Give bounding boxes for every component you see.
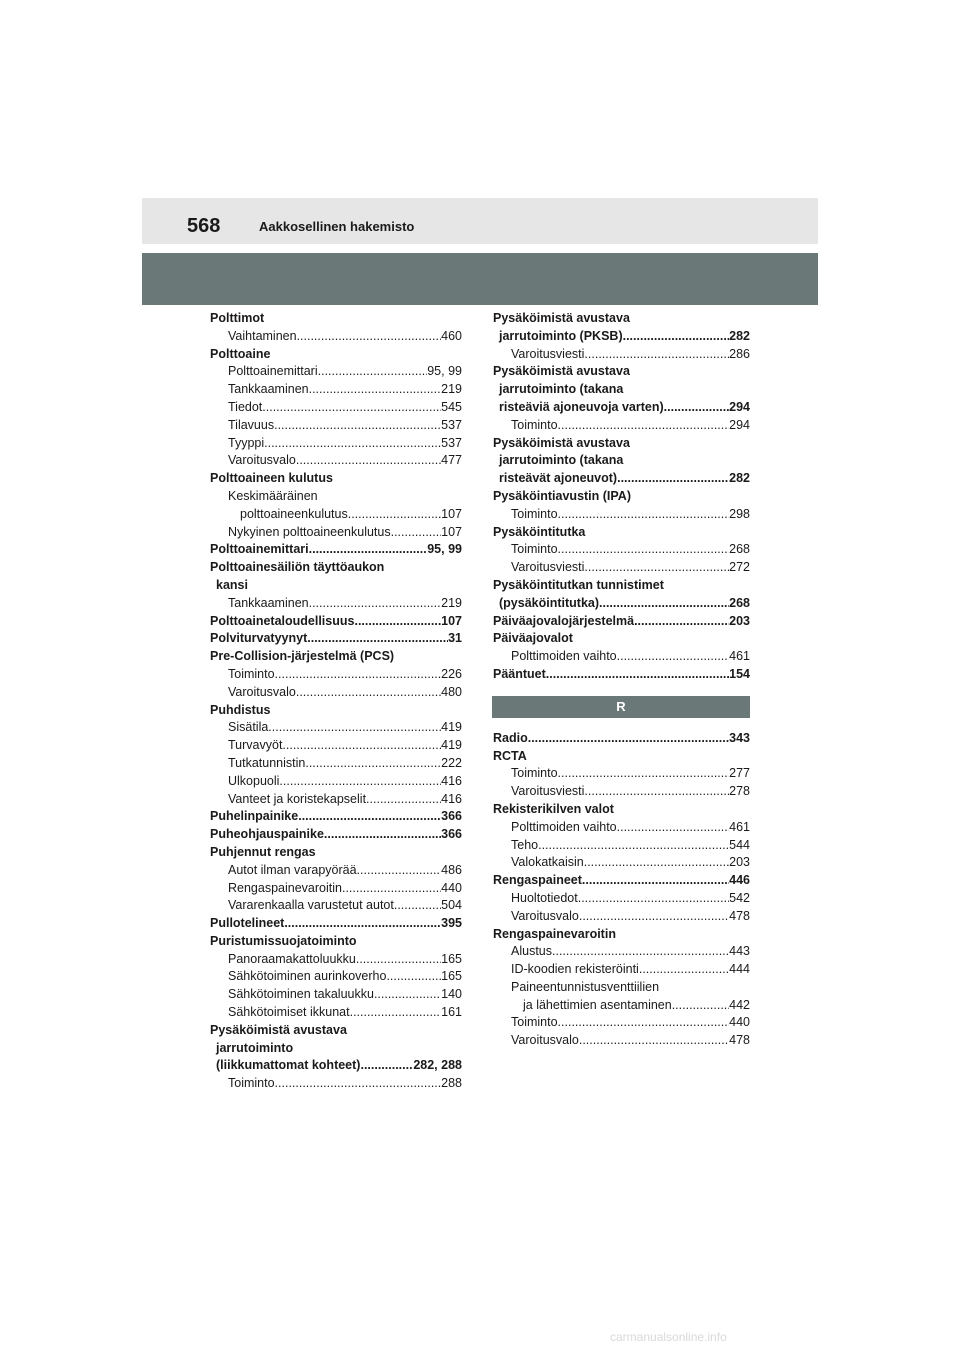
dot-leader [284,915,441,933]
entry-text: Pullotelineet [210,916,285,931]
index-subentry [210,862,462,880]
page-reference: 444 [729,962,750,977]
dot-leader [584,559,729,577]
page-reference: 440 [441,880,462,895]
index-subentry [210,524,462,542]
page-reference: 165 [441,969,462,984]
index-heading [210,1040,462,1058]
index-subentry [493,997,750,1015]
page-reference: 478 [729,908,750,923]
entry-text: Tyyppi [228,435,265,450]
index-subentry [210,328,462,346]
index-subentry [493,1014,750,1032]
dot-leader [599,595,729,613]
entry-text: Toiminto [228,1076,275,1091]
dot-leader [584,783,729,801]
dot-leader [578,890,729,908]
entry-text: Vararenkaalla varustetut autot [228,898,394,913]
index-heading [210,630,462,648]
dot-leader [324,826,441,844]
dot-leader [579,1032,729,1050]
entry-text: Valokatkaisin [511,855,584,870]
page-reference: 268 [729,542,750,557]
page-reference: 298 [729,506,750,521]
entry-text: Teho [511,837,539,852]
section-letter-r: R [492,696,750,718]
entry-text: Polttimoiden vaihto [511,819,617,834]
index-subentry [210,951,462,969]
page-reference: 222 [441,755,462,770]
header-band [142,253,818,305]
entry-text: Nykyinen polttoaineenkulutus [228,524,391,539]
page-reference: 272 [729,560,750,575]
entry-text: jarrutoiminto (takana [499,453,624,468]
page-reference: 442 [729,997,750,1012]
page-reference: 461 [729,819,750,834]
page-reference: 154 [729,666,750,681]
dot-leader [274,417,441,435]
dot-leader [279,773,441,791]
entry-text: Varoitusvalo [228,453,296,468]
page-reference: 278 [729,784,750,799]
index-heading [210,933,462,951]
entry-text: Toiminto [511,506,558,521]
index-subentry [493,890,750,908]
index-heading [493,748,750,766]
entry-text: Polttoaineen kulutus [210,471,333,486]
entry-text: jarrutoiminto [216,1040,294,1055]
index-subentry [210,399,462,417]
index-heading [493,328,750,346]
index-heading [493,470,750,488]
page-reference: 219 [441,595,462,610]
dot-leader [634,613,729,631]
dot-leader [546,666,729,684]
entry-text: jarrutoiminto (takana [499,382,624,397]
entry-text: Polttoainemittari [210,542,309,557]
dot-leader [664,399,729,417]
entry-text: risteävät ajoneuvot) [499,471,618,486]
dot-leader [307,630,448,648]
dot-leader [262,399,441,417]
dot-leader [309,541,428,559]
dot-leader [282,737,441,755]
index-heading [210,1022,462,1040]
entry-text: ID-koodien rekisteröinti [511,962,639,977]
entry-text: Pysäköintitutka [493,524,586,539]
page-reference: 395 [441,916,462,931]
entry-text: Sähkötoimiset ikkunat [228,1005,350,1020]
entry-text: Toiminto [511,766,558,781]
page-reference: 165 [441,951,462,966]
page-reference: 537 [441,417,462,432]
index-subentry [210,1004,462,1022]
index-subentry [210,381,462,399]
entry-text: Rengaspainevaroitin [228,880,342,895]
entry-text: Tankkaaminen [228,382,309,397]
page-reference: 480 [441,684,462,699]
dot-leader [558,506,730,524]
dot-leader [264,435,441,453]
header-bar [142,198,818,244]
entry-text: Varoitusvalo [511,908,579,923]
dot-leader [394,897,441,915]
entry-text: Toiminto [511,1015,558,1030]
dot-leader [584,346,729,364]
index-subentry [493,943,750,961]
dot-leader [296,684,441,702]
entry-text: ja lähettimien asentaminen [523,997,672,1012]
index-subentry [210,666,462,684]
index-heading [210,648,462,666]
index-subentry [493,765,750,783]
dot-leader [538,837,729,855]
dot-leader [354,613,441,631]
page-reference: 460 [441,328,462,343]
entry-text: Pysäköimistä avustava [493,435,630,450]
page-reference: 140 [441,987,462,1002]
entry-text: Varoitusvalo [511,1033,579,1048]
page-reference: 31 [448,631,462,646]
entry-text: Polttoainetaloudellisuus [210,613,355,628]
index-subentry [210,986,462,1004]
index-heading [493,613,750,631]
page-reference: 294 [729,417,750,432]
index-heading [210,577,462,595]
index-subentry [493,346,750,364]
index-subentry [210,773,462,791]
dot-leader [350,1004,442,1022]
page-reference: 203 [729,855,750,870]
dot-leader [296,452,441,470]
entry-text: risteäviä ajoneuvoja varten) [499,399,664,414]
entry-text: Radio [493,730,528,745]
dot-leader [309,381,442,399]
entry-text: Paineentunnistusventtiilien [511,979,660,994]
index-subentry [493,961,750,979]
page-reference: 95, 99 [427,542,462,557]
entry-text: Päiväajovalojärjestelmä [493,613,635,628]
index-subentry [493,837,750,855]
index-subentry [210,968,462,986]
page-reference: 416 [441,773,462,788]
index-subentry [493,417,750,435]
dot-leader [584,854,729,872]
entry-text: Toiminto [228,666,275,681]
page-reference: 537 [441,435,462,450]
entry-text: Puristumissuojatoiminto [210,933,357,948]
index-heading [210,702,462,720]
index-heading [493,363,750,381]
index-subentry [210,488,462,506]
index-heading [493,399,750,417]
entry-text: Tilavuus [228,417,275,432]
dot-leader [672,997,729,1015]
page-reference: 443 [729,944,750,959]
index-heading [493,488,750,506]
index-subentry [493,559,750,577]
page-reference: 268 [729,595,750,610]
entry-text: Puhelinpainike [210,809,299,824]
page-reference: 477 [441,453,462,468]
index-subentry [210,897,462,915]
entry-text: jarrutoiminto (PKSB) [499,328,623,343]
entry-text: Polttoainemittari [228,364,318,379]
index-heading [493,381,750,399]
page-reference: 461 [729,649,750,664]
index-subentry [210,595,462,613]
index-heading [210,844,462,862]
page-reference: 95, 99 [427,364,462,379]
page-reference: 107 [441,524,462,539]
page-reference: 446 [729,873,750,888]
page-reference: 544 [729,837,750,852]
entry-text: (liikkumattomat kohteet) [216,1058,361,1073]
dot-leader [528,730,729,748]
page-reference: 161 [441,1005,462,1020]
index-subentry [493,819,750,837]
page-reference: 478 [729,1033,750,1048]
page-reference: 419 [441,720,462,735]
page-number: 568 [187,215,221,237]
index-subentry [493,1032,750,1050]
index-subentry [210,435,462,453]
dot-leader [356,951,441,969]
dot-leader [639,961,729,979]
entry-text: Pysäköintiavustin (IPA) [493,488,631,503]
entry-text: Varoitusviesti [511,346,585,361]
index-subentry [493,783,750,801]
entry-text: Rengaspaineet [493,873,582,888]
index-group-r [493,730,750,1050]
dot-leader [558,541,730,559]
page-reference: 440 [729,1015,750,1030]
index-heading [210,470,462,488]
index-heading [493,452,750,470]
dot-leader [357,862,442,880]
entry-text: Vaihtaminen [228,328,297,343]
page-reference: 419 [441,738,462,753]
dot-leader [617,819,730,837]
entry-text: Sähkötoiminen aurinkoverho [228,969,387,984]
entry-text: Toiminto [511,542,558,557]
index-subentry [210,417,462,435]
index-subentry [210,452,462,470]
index-subentry [210,684,462,702]
dot-leader [391,524,442,542]
page-reference: 282 [729,328,750,343]
dot-leader [360,1057,413,1075]
dot-leader [297,328,442,346]
entry-text: kansi [216,577,248,592]
index-heading [210,559,462,577]
page-reference: 545 [441,399,462,414]
entry-text: Sisätila [228,720,269,735]
index-heading [493,577,750,595]
entry-text: Puhjennut rengas [210,844,316,859]
page-reference: 542 [729,890,750,905]
entry-text: Varoitusviesti [511,560,585,575]
index-subentry [493,854,750,872]
index-heading [493,310,750,328]
index-subentry [210,719,462,737]
index-column-left [210,310,462,1093]
entry-text: Toiminto [511,417,558,432]
entry-text: Tankkaaminen [228,595,309,610]
page-reference: 504 [441,898,462,913]
index-heading [493,435,750,453]
page-reference: 107 [441,613,462,628]
page-reference: 219 [441,382,462,397]
entry-text: RCTA [493,748,527,763]
index-subentry [210,363,462,381]
dot-leader [309,595,442,613]
dot-leader [298,808,441,826]
entry-text: Rengaspainevaroitin [493,926,616,941]
index-heading [493,595,750,613]
page-reference: 366 [441,809,462,824]
index-subentry [210,791,462,809]
index-heading [493,524,750,542]
index-subentry [210,880,462,898]
entry-text: Pysäköimistä avustava [493,364,630,379]
entry-text: Varoitusviesti [511,784,585,799]
entry-text: polttoaineenkulutus [240,506,348,521]
entry-text: Pysäköimistä avustava [210,1022,347,1037]
page-reference: 294 [729,399,750,414]
watermark: carmanualsonline.info [610,1330,727,1344]
index-heading [210,826,462,844]
index-heading [210,541,462,559]
index-heading [493,666,750,684]
index-subentry [493,908,750,926]
index-subentry [210,1075,462,1093]
entry-text: Vanteet ja koristekapselit [228,791,367,806]
index-heading [210,808,462,826]
dot-leader [374,986,441,1004]
entry-text: Polttoainesäiliön täyttöaukon [210,560,385,575]
page-title: Aakkosellinen hakemisto [259,219,415,234]
entry-text: Puhdistus [210,702,271,717]
entry-text: Turvavyöt [228,738,283,753]
page-reference: 288 [441,1076,462,1091]
index-heading [210,310,462,328]
page-reference: 282 [729,471,750,486]
dot-leader [617,470,729,488]
index-heading [493,801,750,819]
entry-text: Sähkötoiminen takaluukku [228,987,374,1002]
entry-text: Ulkopuoli [228,773,280,788]
dot-leader [348,506,441,524]
entry-text: Pysäköintitutkan tunnistimet [493,577,664,592]
dot-leader [558,765,730,783]
index-subentry [210,755,462,773]
index-group-p [493,310,750,684]
entry-text: Polviturvatyynyt [210,631,308,646]
dot-leader [366,791,441,809]
dot-leader [552,943,729,961]
entry-text: Huoltotiedot [511,890,578,905]
page-reference: 282, 288 [413,1058,462,1073]
entry-text: Polttoaine [210,346,271,361]
dot-leader [275,666,442,684]
index-heading [210,346,462,364]
index-column-right [493,310,750,1050]
dot-leader [268,719,441,737]
dot-leader [318,363,428,381]
entry-text: Panoraamakattoluukku [228,951,356,966]
entry-text: Puheohjauspainike [210,827,324,842]
dot-leader [617,648,730,666]
page-reference: 286 [729,346,750,361]
entry-text: Rekisterikilven valot [493,801,614,816]
page-reference: 366 [441,827,462,842]
dot-leader [342,880,441,898]
dot-leader [386,968,441,986]
entry-text: Pääntuet [493,666,546,681]
page-reference: 486 [441,862,462,877]
dot-leader [275,1075,442,1093]
dot-leader [558,417,730,435]
entry-text: Varoitusvalo [228,684,296,699]
entry-text: Keskimääräinen [228,488,318,503]
index-heading [493,630,750,648]
entry-text: Päiväajovalot [493,631,573,646]
entry-text: Pre-Collision-järjestelmä (PCS) [210,649,395,664]
index-subentry [210,506,462,524]
index-subentry [210,737,462,755]
page-reference: 277 [729,766,750,781]
dot-leader [623,328,730,346]
index-heading [493,730,750,748]
entry-text: Alustus [511,944,552,959]
page-reference: 107 [441,506,462,521]
entry-text: Pysäköimistä avustava [493,311,630,325]
dot-leader [579,908,729,926]
dot-leader [582,872,729,890]
index-heading [210,915,462,933]
index-heading [210,613,462,631]
page-reference: 416 [441,791,462,806]
entry-text: Polttimot [210,311,265,325]
page-reference: 226 [441,666,462,681]
index-heading [493,872,750,890]
index-subentry [493,541,750,559]
dot-leader [558,1014,730,1032]
index-subentry [493,506,750,524]
dot-leader [305,755,441,773]
index-subentry [493,648,750,666]
entry-text: Autot ilman varapyörää [228,862,357,877]
entry-text: (pysäköintitutka) [499,595,600,610]
index-heading [493,926,750,944]
page-reference: 343 [729,730,750,745]
entry-text: Tiedot [228,399,263,414]
entry-text: Tutkatunnistin [228,755,306,770]
index-subentry [493,979,750,997]
page-reference: 203 [729,613,750,628]
index-heading [210,1057,462,1075]
entry-text: Polttimoiden vaihto [511,649,617,664]
